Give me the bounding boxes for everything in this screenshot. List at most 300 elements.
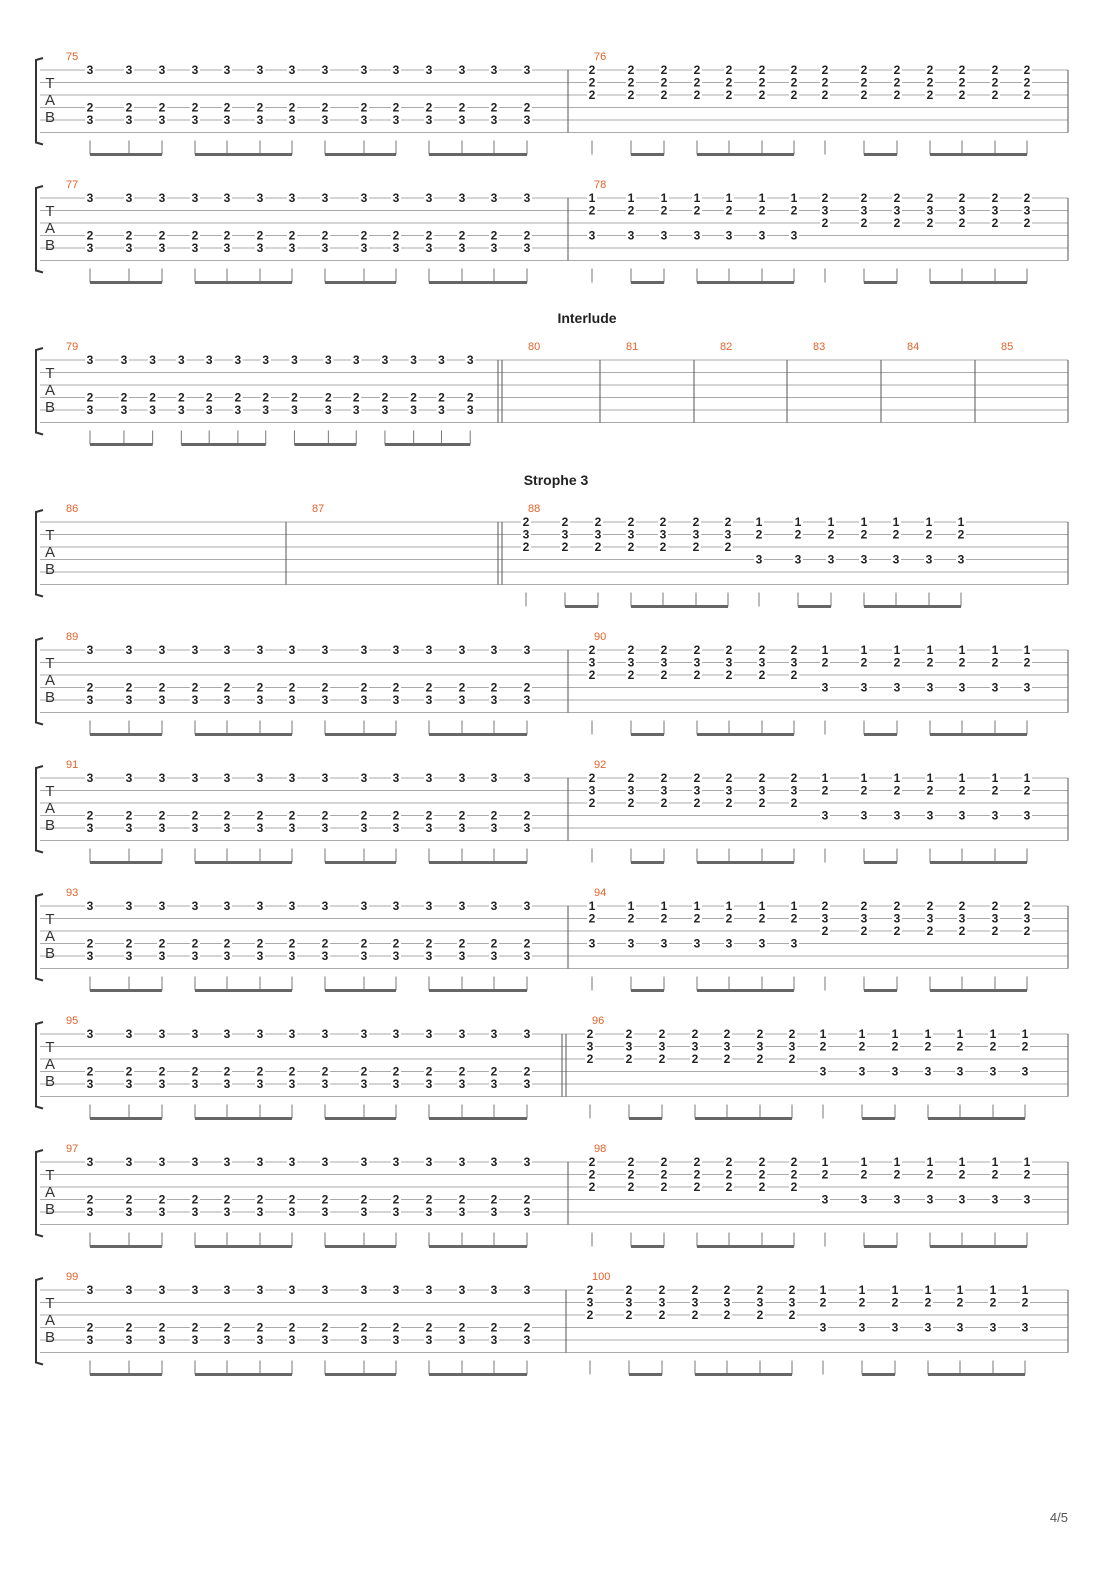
fret-number: 2: [758, 1155, 766, 1169]
fret-number: 3: [256, 63, 264, 77]
fret-number: 2: [725, 1167, 733, 1182]
fret-number: 2: [892, 527, 900, 542]
fret-number: 3: [158, 821, 166, 835]
fret-number: 2: [659, 540, 667, 554]
fret-number: 3: [288, 1077, 296, 1091]
fret-number: 2: [691, 1027, 699, 1041]
tab-clef-letter: A: [44, 928, 56, 945]
fret-number: 2: [321, 808, 329, 823]
fret-number: 3: [158, 63, 166, 77]
fret-number: 2: [924, 1039, 932, 1054]
fret-number: 3: [288, 1205, 296, 1219]
fret-number: 3: [723, 1039, 731, 1054]
fret-number: 3: [392, 899, 400, 913]
tab-clef-letter: T: [45, 783, 55, 800]
fret-number: 2: [958, 655, 966, 670]
fret-number: 3: [660, 655, 668, 670]
fret-number: 2: [858, 1039, 866, 1054]
system-bracket: [36, 766, 43, 853]
fret-number: 3: [191, 821, 199, 835]
fret-number: 3: [788, 1039, 796, 1054]
fret-number: 2: [425, 1064, 433, 1079]
fret-number: 1: [693, 191, 701, 205]
fret-number: 2: [725, 1155, 733, 1169]
fret-number: 3: [926, 808, 934, 823]
fret-number: 2: [893, 924, 901, 938]
fret-number: 3: [586, 1295, 594, 1310]
fret-number: 2: [490, 100, 498, 115]
system-bracket: [36, 894, 43, 981]
fret-number: 2: [205, 390, 213, 405]
fret-number: 1: [1021, 1283, 1029, 1297]
fret-number: 3: [991, 1192, 999, 1207]
fret-number: 3: [392, 241, 400, 255]
fret-number: 3: [725, 783, 733, 798]
fret-number: 3: [659, 527, 667, 542]
fret-number: 3: [788, 1295, 796, 1310]
fret-number: 2: [758, 75, 766, 90]
fret-number: 2: [288, 680, 296, 695]
fret-number: 3: [321, 899, 329, 913]
fret-number: 3: [758, 228, 766, 243]
fret-number: 3: [256, 771, 264, 785]
fret-number: 3: [625, 1295, 633, 1310]
fret-number: 3: [321, 821, 329, 835]
fret-number: 2: [893, 655, 901, 670]
fret-number: 3: [360, 1027, 368, 1041]
fret-number: 1: [958, 1155, 966, 1169]
fret-number: 3: [790, 228, 798, 243]
fret-number: 2: [223, 1320, 231, 1335]
fret-number: 2: [756, 1308, 764, 1322]
fret-number: 2: [660, 643, 668, 657]
fret-number: 3: [321, 1077, 329, 1091]
fret-number: 3: [627, 655, 635, 670]
fret-number: 3: [86, 403, 94, 417]
fret-number: 3: [438, 403, 445, 417]
fret-number: 3: [288, 771, 296, 785]
fret-number: 2: [659, 515, 667, 529]
fret-number: 3: [926, 1192, 934, 1207]
fret-number: 3: [758, 655, 766, 670]
fret-number: 3: [523, 949, 531, 963]
fret-number: 3: [256, 1027, 264, 1041]
fret-number: 3: [458, 899, 466, 913]
fret-number: 2: [86, 1320, 94, 1335]
fret-number: 2: [490, 1192, 498, 1207]
fret-number: 2: [691, 1283, 699, 1297]
fret-number: 1: [1023, 1155, 1031, 1169]
fret-number: 3: [321, 1027, 329, 1041]
fret-number: 3: [191, 693, 199, 707]
fret-number: 3: [321, 1283, 329, 1297]
fret-number: 3: [490, 113, 498, 127]
fret-number: 3: [360, 949, 368, 963]
fret-number: 2: [458, 808, 466, 823]
fret-number: 2: [958, 1167, 966, 1182]
fret-number: 3: [325, 353, 332, 367]
fret-number: 3: [925, 552, 933, 567]
fret-number: 2: [758, 668, 766, 682]
fret-number: 2: [256, 680, 264, 695]
fret-number: 3: [523, 191, 531, 205]
fret-number: 3: [223, 899, 231, 913]
fret-number: 3: [205, 353, 213, 367]
tab-clef-letter: B: [44, 399, 56, 416]
fret-number: 2: [821, 924, 829, 938]
fret-number: 3: [234, 353, 242, 367]
fret-number: 1: [991, 643, 999, 657]
fret-number: 3: [821, 203, 829, 218]
fret-number: 1: [956, 1283, 964, 1297]
fret-number: 2: [693, 796, 701, 810]
fret-number: 3: [158, 1077, 166, 1091]
fret-number: 3: [120, 403, 128, 417]
fret-number: 3: [291, 353, 298, 367]
fret-number: 3: [392, 1077, 400, 1091]
bar-number: 83: [813, 341, 826, 353]
fret-number: 3: [86, 899, 94, 913]
fret-number: 2: [1023, 75, 1031, 90]
fret-number: 3: [86, 63, 94, 77]
fret-number: 3: [288, 899, 296, 913]
fret-number: 2: [360, 936, 368, 951]
fret-number: 2: [458, 228, 466, 243]
fret-number: 1: [991, 771, 999, 785]
fret-number: 3: [660, 936, 668, 951]
fret-number: 3: [321, 771, 329, 785]
fret-number: 2: [723, 1308, 731, 1322]
fret-number: 3: [288, 1333, 296, 1347]
fret-number: 2: [627, 1155, 635, 1169]
fret-number: 2: [288, 808, 296, 823]
fret-number: 2: [262, 390, 270, 405]
fret-number: 2: [588, 203, 596, 218]
fret-number: 2: [991, 783, 999, 798]
fret-number: 3: [458, 63, 466, 77]
fret-number: 3: [924, 1064, 932, 1079]
fret-number: 2: [360, 808, 368, 823]
fret-number: 2: [178, 390, 185, 405]
fret-number: 1: [958, 771, 966, 785]
fret-number: 2: [321, 100, 329, 115]
fret-number: 2: [1023, 655, 1031, 670]
fret-number: 2: [223, 936, 231, 951]
fret-number: 3: [288, 113, 296, 127]
tab-clef-letter: T: [45, 1295, 55, 1312]
system-bracket: [36, 510, 43, 597]
fret-number: 2: [693, 203, 701, 218]
fret-number: 2: [288, 1064, 296, 1079]
fret-number: 2: [425, 808, 433, 823]
fret-number: 3: [466, 353, 474, 367]
fret-number: 3: [821, 680, 829, 695]
fret-number: 3: [588, 655, 596, 670]
fret-number: 3: [490, 771, 498, 785]
fret-number: 3: [86, 1205, 94, 1219]
fret-number: 2: [625, 1308, 633, 1322]
fret-number: 3: [438, 353, 445, 367]
tab-clef-letter: T: [45, 1039, 55, 1056]
fret-number: 3: [288, 191, 296, 205]
section-title-strophe-3: Strophe 3: [523, 472, 589, 488]
fret-number: 2: [588, 1180, 596, 1194]
fret-number: 3: [125, 949, 133, 963]
fret-number: 3: [658, 1039, 666, 1054]
fret-number: 2: [660, 771, 668, 785]
fret-number: 3: [627, 936, 635, 951]
fret-number: 2: [790, 796, 798, 810]
fret-number: 3: [522, 527, 530, 542]
fret-number: 2: [158, 1320, 166, 1335]
fret-number: 2: [790, 75, 798, 90]
fret-number: 3: [490, 1027, 498, 1041]
fret-number: 2: [158, 228, 166, 243]
fret-number: 2: [926, 191, 934, 205]
tab-clef-letter: B: [44, 817, 56, 834]
fret-number: 2: [458, 680, 466, 695]
fret-number: 3: [827, 552, 835, 567]
fret-number: 2: [158, 1064, 166, 1079]
fret-number: 3: [924, 1320, 932, 1335]
fret-number: 2: [425, 680, 433, 695]
fret-number: 2: [158, 936, 166, 951]
fret-number: 3: [725, 228, 733, 243]
fret-number: 2: [1021, 1039, 1029, 1054]
fret-number: 2: [360, 1320, 368, 1335]
fret-number: 2: [523, 100, 531, 115]
fret-number: 3: [1021, 1064, 1029, 1079]
tab-clef-letter: A: [44, 92, 56, 109]
fret-number: 3: [191, 1333, 199, 1347]
fret-number: 3: [860, 680, 868, 695]
fret-number: 2: [425, 228, 433, 243]
fret-number: 2: [860, 899, 868, 913]
fret-number: 2: [86, 936, 94, 951]
fret-number: 3: [223, 1077, 231, 1091]
fret-number: 2: [723, 1283, 731, 1297]
fret-number: 3: [288, 949, 296, 963]
fret-number: 3: [1021, 1320, 1029, 1335]
fret-number: 2: [191, 228, 199, 243]
fret-number: 3: [425, 693, 433, 707]
fret-number: 2: [1023, 191, 1031, 205]
fret-number: 3: [926, 680, 934, 695]
fret-number: 2: [790, 911, 798, 926]
fret-number: 2: [627, 911, 635, 926]
fret-number: 2: [692, 540, 700, 554]
fret-number: 3: [392, 821, 400, 835]
fret-number: 2: [958, 216, 966, 230]
fret-number: 2: [991, 655, 999, 670]
fret-number: 3: [223, 1205, 231, 1219]
fret-number: 3: [321, 113, 329, 127]
fret-number: 2: [594, 515, 602, 529]
fret-number: 3: [321, 693, 329, 707]
fret-number: 2: [490, 228, 498, 243]
fret-number: 2: [725, 911, 733, 926]
fret-number: 3: [891, 1064, 899, 1079]
fret-number: 3: [693, 228, 701, 243]
fret-number: 3: [958, 808, 966, 823]
fret-number: 2: [891, 1295, 899, 1310]
fret-number: 3: [149, 403, 156, 417]
fret-number: 3: [360, 899, 368, 913]
fret-number: 3: [256, 241, 264, 255]
fret-number: 1: [924, 1283, 932, 1297]
fret-number: 3: [191, 1155, 199, 1169]
fret-number: 3: [588, 228, 596, 243]
fret-number: 1: [725, 191, 733, 205]
fret-number: 3: [256, 899, 264, 913]
fret-number: 3: [458, 821, 466, 835]
fret-number: 3: [125, 1027, 133, 1041]
fret-number: 1: [956, 1027, 964, 1041]
fret-number: 2: [788, 1308, 796, 1322]
fret-number: 1: [1021, 1027, 1029, 1041]
tab-clef-letter: A: [44, 220, 56, 237]
fret-number: 3: [223, 1155, 231, 1169]
fret-number: 3: [256, 113, 264, 127]
fret-number: 3: [724, 527, 732, 542]
fret-number: 2: [693, 771, 701, 785]
fret-number: 1: [660, 191, 668, 205]
fret-number: 3: [790, 655, 798, 670]
fret-number: 2: [490, 1064, 498, 1079]
fret-number: 2: [425, 1320, 433, 1335]
fret-number: 2: [758, 88, 766, 102]
tab-clef-letter: B: [44, 689, 56, 706]
fret-number: 1: [627, 191, 635, 205]
fret-number: 2: [223, 228, 231, 243]
fret-number: 3: [352, 403, 360, 417]
fret-number: 1: [893, 643, 901, 657]
fret-number: 3: [288, 1155, 296, 1169]
fret-number: 2: [790, 668, 798, 682]
fret-number: 3: [360, 63, 368, 77]
fret-number: 3: [794, 552, 802, 567]
fret-number: 2: [125, 936, 133, 951]
fret-number: 3: [392, 949, 400, 963]
fret-number: 3: [660, 783, 668, 798]
fret-number: 3: [125, 63, 133, 77]
fret-number: 2: [125, 1320, 133, 1335]
fret-number: 3: [588, 783, 596, 798]
fret-number: 3: [360, 1283, 368, 1297]
fret-number: 3: [158, 241, 166, 255]
fret-number: 2: [893, 63, 901, 77]
fret-number: 2: [223, 1192, 231, 1207]
fret-number: 3: [625, 1039, 633, 1054]
fret-number: 2: [956, 1039, 964, 1054]
fret-number: 2: [991, 88, 999, 102]
fret-number: 2: [256, 1320, 264, 1335]
tab-clef-letter: A: [44, 672, 56, 689]
fret-number: 2: [392, 808, 400, 823]
fret-number: 3: [957, 552, 965, 567]
fret-number: 2: [788, 1283, 796, 1297]
fret-number: 2: [523, 1192, 531, 1207]
fret-number: 2: [410, 390, 417, 405]
fret-number: 3: [291, 403, 298, 417]
fret-number: 2: [725, 796, 733, 810]
fret-number: 3: [523, 1283, 531, 1297]
fret-number: 2: [120, 390, 128, 405]
fret-number: 2: [991, 899, 999, 913]
fret-number: 3: [893, 1192, 901, 1207]
fret-number: 2: [561, 515, 569, 529]
fret-number: 3: [458, 693, 466, 707]
fret-number: 3: [191, 771, 199, 785]
fret-number: 1: [660, 899, 668, 913]
fret-number: 2: [588, 771, 596, 785]
fret-number: 2: [586, 1052, 594, 1066]
fret-number: 3: [392, 63, 400, 77]
fret-number: 3: [392, 1333, 400, 1347]
fret-number: 2: [660, 911, 668, 926]
fret-number: 1: [893, 771, 901, 785]
fret-number: 2: [625, 1283, 633, 1297]
fret-number: 3: [392, 1027, 400, 1041]
fret-number: 3: [860, 1192, 868, 1207]
system-bracket: [36, 1022, 43, 1109]
fret-number: 3: [958, 911, 966, 926]
tab-clef-letter: A: [44, 1056, 56, 1073]
fret-number: 3: [1023, 911, 1031, 926]
fret-number: 2: [893, 75, 901, 90]
fret-number: 3: [381, 403, 389, 417]
bar-number: 75: [66, 51, 79, 63]
fret-number: 1: [588, 191, 596, 205]
fret-number: 2: [926, 1167, 934, 1182]
fret-number: 2: [466, 390, 474, 405]
fret-number: 3: [458, 1205, 466, 1219]
fret-number: 2: [86, 228, 94, 243]
fret-number: 3: [360, 241, 368, 255]
fret-number: 2: [588, 63, 596, 77]
fret-number: 3: [392, 1283, 400, 1297]
fret-number: 2: [758, 203, 766, 218]
fret-number: 2: [360, 1064, 368, 1079]
fret-number: 3: [989, 1064, 997, 1079]
fret-number: 2: [860, 216, 868, 230]
fret-number: 3: [523, 1155, 531, 1169]
fret-number: 3: [991, 680, 999, 695]
fret-number: 3: [125, 1205, 133, 1219]
fret-number: 2: [191, 808, 199, 823]
fret-number: 3: [860, 552, 868, 567]
fret-number: 2: [360, 100, 368, 115]
fret-number: 3: [490, 693, 498, 707]
fret-number: 3: [191, 949, 199, 963]
fret-number: 3: [523, 899, 531, 913]
fret-number: 3: [693, 655, 701, 670]
fret-number: 2: [660, 796, 668, 810]
fret-number: 2: [758, 1180, 766, 1194]
tab-clef-letter: A: [44, 1184, 56, 1201]
bar-number: 99: [66, 1271, 79, 1283]
fret-number: 3: [410, 353, 417, 367]
fret-number: 2: [860, 527, 868, 542]
fret-number: 2: [360, 1192, 368, 1207]
system-bracket: [36, 348, 43, 435]
fret-number: 3: [86, 353, 94, 367]
fret-number: 2: [691, 1308, 699, 1322]
fret-number: 3: [490, 63, 498, 77]
fret-number: 2: [991, 1167, 999, 1182]
fret-number: 3: [425, 821, 433, 835]
fret-number: 3: [360, 643, 368, 657]
